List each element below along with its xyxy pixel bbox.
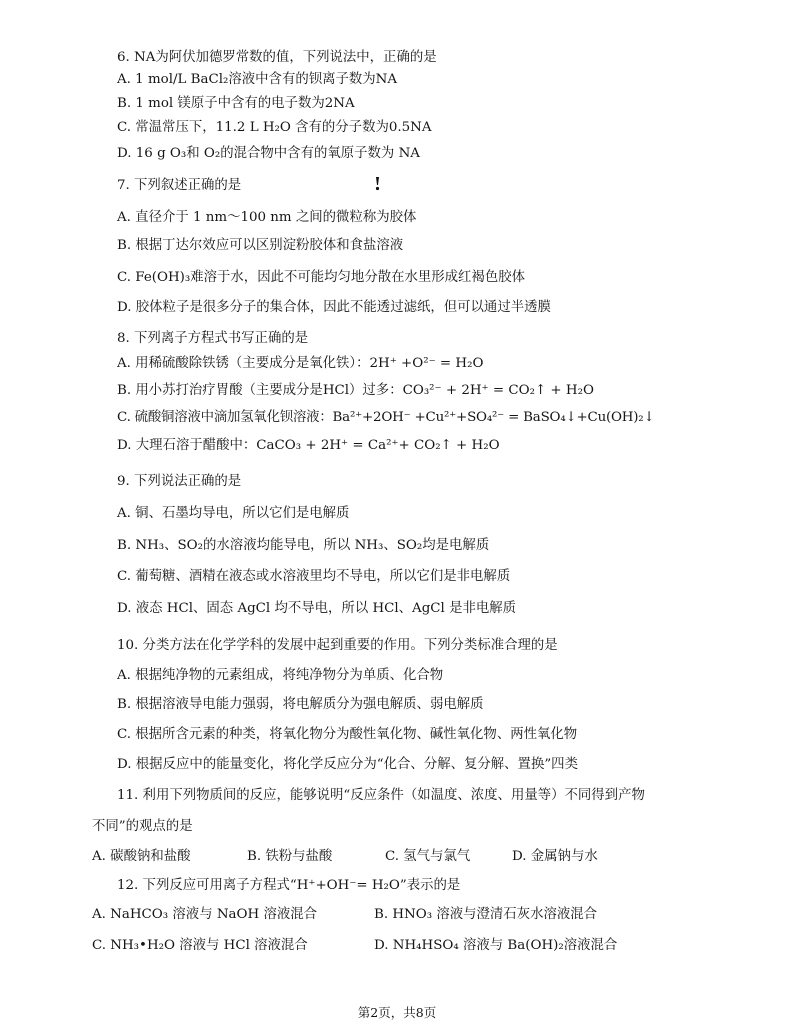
q11-stem-line2: 不同”的观点的是 (92, 819, 193, 834)
q10-option-c: C. 根据所含元素的种类，将氧化物分为酸性氧化物、碱性氧化物、两性氧化物 (117, 727, 578, 742)
q9-option-c: C. 葡萄糖、酒精在液态或水溶液里均不导电，所以它们是非电解质 (117, 569, 511, 584)
q10-option-b: B. 根据溶液导电能力强弱，将电解质分为强电解质、弱电解质 (117, 697, 484, 712)
q8-option-d: D. 大理石溶于醋酸中：CaCO₃ + 2H⁺ = Ca²⁺+ CO₂↑ + H₂O (117, 438, 500, 453)
q11-option-a: A. 碳酸钠和盐酸 (92, 849, 191, 864)
q11-option-c: C. 氢气与氯气 (385, 849, 471, 864)
q7-option-c: C. Fe(OH)₃难溶于水，因此不可能均匀地分散在水里形成红褐色胶体 (117, 270, 525, 285)
q7-option-a: A. 直径介于 1 nm～100 nm 之间的微粒称为胶体 (117, 210, 417, 225)
q9-option-a: A. 铜、石墨均导电，所以它们是电解质 (117, 506, 350, 521)
q11-option-b: B. 铁粉与盐酸 (247, 849, 333, 864)
q6-option-b: B. 1 mol 镁原子中含有的电子数为2NA (117, 96, 355, 111)
q11-stem-line1: 11. 利用下列物质间的反应，能够说明“反应条件（如温度、浓度、用量等）不同得到产物 (117, 788, 645, 803)
q10-option-d: D. 根据反应中的能量变化，将化学反应分为“化合、分解、复分解、置换”四类 (117, 757, 578, 772)
q8-option-c: C. 硫酸铜溶液中滴加氢氧化钡溶液：Ba²⁺+2OH⁻ +Cu²⁺+SO₄²⁻ = BaSO₄↓+Cu(OH)₂↓ (117, 410, 655, 425)
q9-option-b: B. NH₃、SO₂的水溶液均能导电，所以 NH₃、SO₂均是电解质 (117, 538, 490, 553)
q11-option-d: D. 金属钠与水 (512, 849, 598, 864)
q6-option-c: C. 常温常压下，11.2 L H₂O 含有的分子数为0.5NA (117, 120, 432, 135)
q12-option-d: D. NH₄HSO₄ 溶液与 Ba(OH)₂溶液混合 (374, 938, 618, 953)
q12-option-a: A. NaHCO₃ 溶液与 NaOH 溶液混合 (92, 907, 318, 922)
q12-option-b: B. HNO₃ 溶液与澄清石灰水溶液混合 (374, 907, 598, 922)
q12-stem: 12. 下列反应可用离子方程式“H⁺+OH⁻= H₂O”表示的是 (117, 878, 461, 893)
q8-option-a: A. 用稀硫酸除铁锈（主要成分是氧化铁）：2H⁺ +O²⁻ = H₂O (117, 356, 484, 371)
q12-option-c: C. NH₃•H₂O 溶液与 HCl 溶液混合 (92, 938, 308, 953)
q6-option-d: D. 16 g O₃和 O₂的混合物中含有的氧原子数为 NA (117, 146, 420, 161)
page-number: 第2页，共8页 (357, 1005, 437, 1020)
q8-stem: 8. 下列离子方程式书写正确的是 (117, 331, 309, 346)
scan-mark (375, 176, 380, 191)
q7-stem: 7. 下列叙述正确的是 (117, 178, 242, 193)
q7-option-b: B. 根据丁达尔效应可以区别淀粉胶体和食盐溶液 (117, 238, 404, 253)
q10-stem: 10. 分类方法在化学学科的发展中起到重要的作用。下列分类标准合理的是 (117, 638, 558, 653)
q6-stem: 6. NA为阿伏加德罗常数的值，下列说法中，正确的是 (117, 50, 437, 65)
q8-option-b: B. 用小苏打治疗胃酸（主要成分是HCl）过多：CO₃²⁻ + 2H⁺ = CO₂↑ + H₂O (117, 383, 594, 398)
q9-stem: 9. 下列说法正确的是 (117, 474, 242, 489)
q10-option-a: A. 根据纯净物的元素组成，将纯净物分为单质、化合物 (117, 668, 444, 683)
q6-option-a: A. 1 mol/L BaCl₂溶液中含有的钡离子数为NA (117, 72, 398, 87)
q9-option-d: D. 液态 HCl、固态 AgCl 均不导电，所以 HCl、AgCl 是非电解质 (117, 601, 517, 616)
q7-option-d: D. 胶体粒子是很多分子的集合体，因此不能透过滤纸，但可以通过半透膜 (117, 300, 551, 315)
